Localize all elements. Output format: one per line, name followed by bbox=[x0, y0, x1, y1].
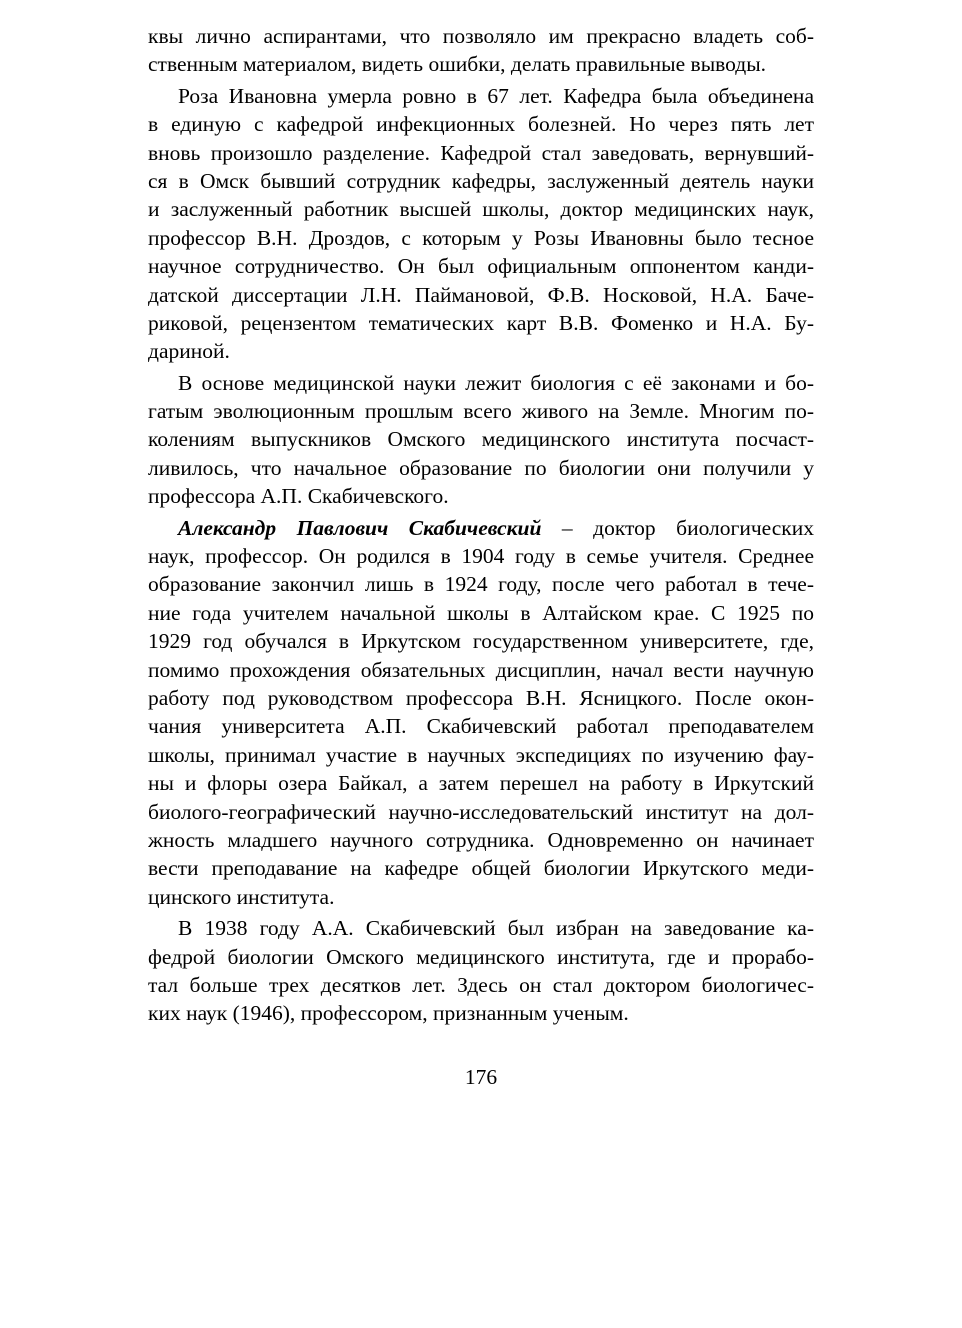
text-line: помимо прохождения обязательных дисциплин, начал вести научную bbox=[148, 657, 814, 682]
text-line: наук, профессор. Он родился в 1904 году в семье учителя. Среднее bbox=[148, 544, 814, 569]
text-line: профессора А.П. Скабичевского. bbox=[148, 484, 449, 509]
text-line: квы лично аспирантами, что позволяло им прекрасно владеть соб- bbox=[148, 24, 814, 48]
page-body bbox=[148, 22, 814, 1028]
text-line: В основе медицинской науки лежит биология с её законами и бо- bbox=[178, 370, 814, 395]
text-line: Роза Ивановна умерла ровно в 67 лет. Кафедра была объединена bbox=[178, 83, 814, 108]
text-line: ние года учителем начальной школы в Алтайском крае. С 1925 по bbox=[148, 600, 814, 625]
text-line: федрой биологии Омского медицинского института, где и прорабо- bbox=[148, 944, 814, 969]
lead-rest-text: – доктор биологических bbox=[541, 515, 814, 540]
paragraph-3 bbox=[148, 369, 814, 511]
text-line: научное сотрудничество. Он был официальным оппонентом канди- bbox=[148, 254, 814, 279]
paragraph-5 bbox=[148, 914, 814, 1028]
text-line: работу под руководством профессора В.Н. Ясницкого. После окон- bbox=[148, 685, 814, 710]
text-line: и заслуженный работник высшей школы, доктор медицинских наук, bbox=[148, 197, 814, 222]
text-line: вести преподавание на кафедре общей биологии Иркутского меди- bbox=[148, 856, 814, 881]
text-line: тал больше трех десятков лет. Здесь он стал доктором биологичес- bbox=[148, 972, 814, 997]
text-line: 1929 год обучался в Иркутском государственном университете, где, bbox=[148, 629, 814, 654]
text-line: колениям выпускников Омского медицинского института посчаст- bbox=[148, 427, 814, 452]
text-line: образование закончил лишь в 1924 году, после чего работал в тече- bbox=[148, 572, 814, 597]
text-line: в единую с кафедрой инфекционных болезней. Но через пять лет bbox=[148, 112, 814, 137]
text-line-lead bbox=[148, 514, 814, 542]
text-line: школы, принимал участие в научных экспедициях по изучению фау- bbox=[148, 742, 814, 767]
person-name-emphasis: Александр Павлович Скабичевский bbox=[178, 515, 542, 540]
text-line: В 1938 году А.А. Скабичевский был избран на заведование ка- bbox=[178, 916, 814, 941]
text-line: гатым эволюционным прошлым всего живого на Земле. Многим по- bbox=[148, 399, 814, 424]
text-line: дариной. bbox=[148, 339, 230, 364]
text-line: риковой, рецензентом тематических карт В.В. Фоменко и Н.А. Бу- bbox=[148, 310, 814, 335]
page-number: 176 bbox=[464, 1065, 498, 1089]
text-line: датской диссертации Л.Н. Паймановой, Ф.В. Носковой, Н.А. Баче- bbox=[148, 282, 814, 307]
paragraph-1 bbox=[148, 22, 814, 79]
text-line: профессор В.Н. Дроздов, с которым у Розы Ивановны было тесное bbox=[148, 225, 814, 250]
text-line: вновь произошло разделение. Кафедрой стал заведовать, вернувший- bbox=[148, 140, 814, 165]
text-line: ливилось, что начальное образование по биологии они получили у bbox=[148, 455, 814, 480]
text-line: жность младшего научного сотрудника. Одновременно он начинает bbox=[148, 827, 814, 852]
text-line: ких наук (1946), профессором, признанным ученым. bbox=[148, 1001, 629, 1026]
text-line: чания университета А.П. Скабичевский работал преподавателем bbox=[148, 714, 814, 739]
text-line: биолого-географический научно-исследовательский институт на дол- bbox=[148, 799, 814, 824]
text-line: ся в Омск бывший сотрудник кафедры, заслуженный деятель науки bbox=[148, 168, 814, 193]
paragraph-2 bbox=[148, 82, 814, 366]
paragraph-4 bbox=[148, 514, 814, 911]
text-line: ны и флоры озера Байкал, а затем перешел на работу в Иркутский bbox=[148, 771, 814, 796]
text-line: ственным материалом, видеть ошибки, делать правильные выводы. bbox=[148, 52, 767, 77]
text-line: цинского института. bbox=[148, 884, 335, 909]
